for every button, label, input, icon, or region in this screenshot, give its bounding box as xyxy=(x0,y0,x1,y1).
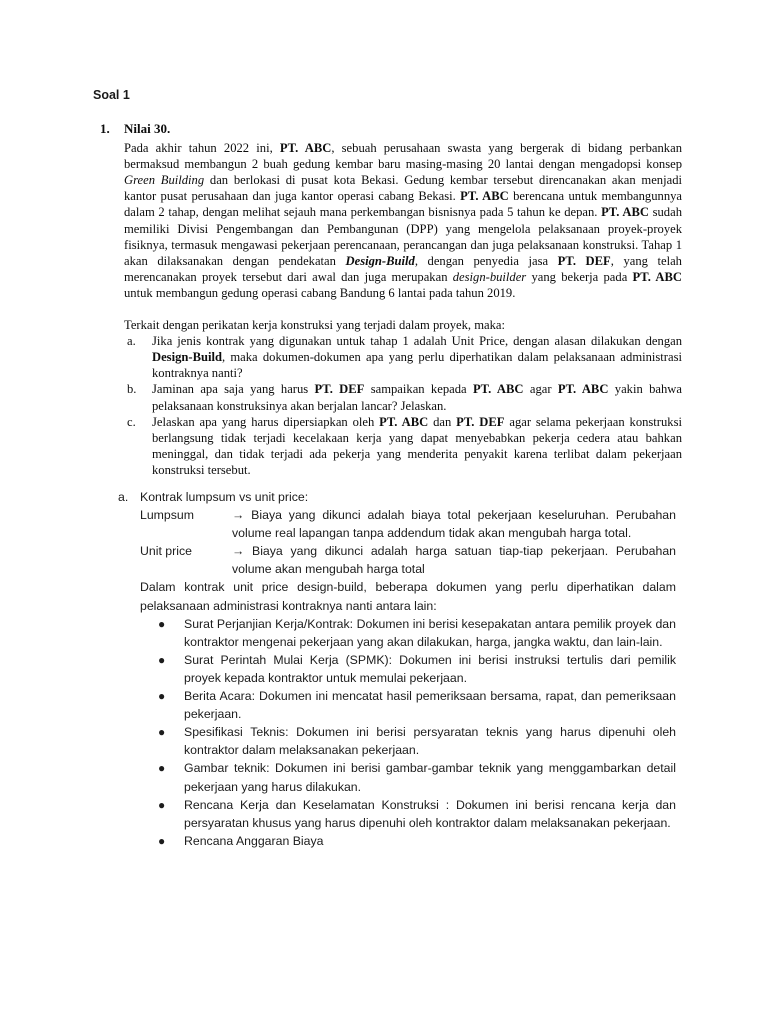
list-item-text: Surat Perintah Mulai Kerja (SPMK): Dokumen ini berisi instruksi tertulis dari pemilik proyek kepada kontraktor untuk memulai pekerjaan. xyxy=(184,652,676,685)
bullet-icon: ● xyxy=(158,833,166,848)
rich-text-segment: Green Building xyxy=(124,173,205,188)
rich-text-segment: berencana untuk membangunnya dalam 2 tahap, dengan melihat sejauh mana perkembangan bisnisnya pada 5 tahun ke depan. xyxy=(124,189,682,220)
list-item-text: Rencana Anggaran Biaya xyxy=(184,833,324,848)
list-item xyxy=(158,832,676,850)
question-sub-item xyxy=(124,333,682,381)
list-item-text: Berita Acara: Dokumen ini mencatat hasil pemeriksaan bersama, rapat, dan pemeriksaan pekerjaan. xyxy=(184,689,676,722)
definition-term: Lumpsum xyxy=(140,508,194,523)
rich-text-segment: PT. ABC xyxy=(472,382,524,397)
list-item xyxy=(158,759,676,795)
definition-term: Unit price xyxy=(140,544,192,559)
bullet-icon: ● xyxy=(158,689,166,704)
rich-text-segment xyxy=(346,254,415,268)
rich-text-segment: , yang telah merencanakan proyek tersebut dari awal dan juga merupakan xyxy=(124,253,682,284)
sub-item-letter: b. xyxy=(127,382,137,397)
question-sub-item xyxy=(124,381,682,413)
rich-text-segment: , maka dokumen-dokumen apa yang perlu diperhatikan dalam pelaksanaan administrasi kontraknya nanti? xyxy=(152,350,682,381)
rich-text-segment: Pada akhir tahun 2022 ini, xyxy=(124,141,280,156)
rich-text-segment: sudah memiliki Divisi Pengembangan dan Pembangunan (DPP) yang mengelola pelaksanaan proyek-proyek fisiknya, termasuk mengawasi pekerjaan perencanaan, perancangan dan juga pelaksanaan konstruksi. Tahap 1 akan dilaksanakan dengan pendekatan xyxy=(124,205,682,268)
list-item-text: Surat Perjanjian Kerja/Kontrak: Dokumen ini berisi kesepakatan antara pemilik proyek dan kontraktor mengenai pekerjaan yang akan dilakukan, harga, jangka waktu, dan lain-lain. xyxy=(184,616,676,649)
rich-text-segment: Design-Build xyxy=(345,253,415,268)
answer-lead-line xyxy=(118,488,676,506)
list-item xyxy=(158,723,676,759)
rich-text-segment: PT. DEF xyxy=(314,382,365,397)
answer-summary: Dalam kontrak unit price design-build, beberapa dokumen yang perlu diperhatikan dalam pelaksanaan administrasi kontraknya nanti antara lain: xyxy=(140,580,676,613)
rich-text-segment: PT. ABC xyxy=(632,269,683,284)
question-header xyxy=(100,121,682,137)
document-bullet-list xyxy=(158,615,676,850)
question-sub-item xyxy=(124,414,682,478)
question-number: 1. xyxy=(100,121,110,136)
bullet-icon: ● xyxy=(158,652,166,667)
question-paragraph xyxy=(124,140,682,301)
bullet-icon: ● xyxy=(158,797,166,812)
rich-text-segment: design-builder xyxy=(452,269,527,284)
definition-row-unit-price xyxy=(140,542,676,578)
bullet-icon: ● xyxy=(158,725,166,740)
section-heading: Soal 1 xyxy=(93,88,130,102)
sub-item-letter: a. xyxy=(127,334,136,349)
definition-desc: → Biaya yang dikunci adalah harga satuan tiap-tiap pekerjaan. Perubahan volume akan mengubah harga total xyxy=(232,544,676,577)
definition-desc: → Biaya yang dikunci adalah biaya total pekerjaan keseluruhan. Perubahan volume real lapangan tanpa addendum tidak akan mengubah harga total. xyxy=(232,508,676,541)
rich-text-segment: , sebuah perusahaan swasta yang bergerak di bidang perbankan bermaksud membangun 2 buah gedung kembar baru masing-masing 20 lantai dengan mengadopsi konsep xyxy=(124,141,682,172)
rich-text-segment: Design-Build xyxy=(152,350,222,365)
list-item-text: Rencana Kerja dan Keselamatan Konstruksi : Dokumen ini berisi rencana kerja dan persyaratan khusus yang harus dipenuhi oleh kontraktor dalam melaksanakan pekerjaan. xyxy=(184,797,676,830)
rich-text-segment: PT. DEF xyxy=(456,414,505,429)
answer-marker: a. xyxy=(118,490,129,504)
rich-text-segment: agar selama pekerjaan konstruksi berlangsung tidak terjadi kecelakaan kerja yang dapat menyebabkan pekerja cedera atau bahkan meninggal, dan tidak terjadi ada pekerja yang menderita penyakit karena terlibat dalam pekerjaan konstruksi tersebut. xyxy=(152,414,682,477)
list-item-text: Spesifikasi Teknis: Dokumen ini berisi persyaratan teknis yang harus dipenuhi oleh kontraktor dalam melaksanakan pekerjaan. xyxy=(184,725,676,758)
answer-section xyxy=(118,488,676,850)
sub-item-text xyxy=(152,333,682,381)
rich-text-segment: PT. ABC xyxy=(379,414,429,429)
question-intro: Terkait dengan perikatan kerja konstruksi yang terjadi dalam proyek, maka: xyxy=(124,318,505,333)
rich-text-segment: PT. DEF xyxy=(557,253,611,268)
sub-item-letter: c. xyxy=(127,414,136,429)
definition-row-lumpsum xyxy=(140,506,676,542)
rich-text-segment: PT. ABC xyxy=(601,205,649,220)
bullet-icon: ● xyxy=(158,616,166,631)
list-item-text: Gambar teknik: Dokumen ini berisi gambar-gambar teknik yang menggambarkan detail pekerjaan yang harus dilakukan. xyxy=(184,761,676,794)
rich-text-segment: PT. ABC xyxy=(557,382,609,397)
rich-text-segment: yang bekerja pada xyxy=(526,269,633,284)
rich-text-segment: Jaminan apa saja yang harus xyxy=(152,382,315,397)
rich-text-segment: dan berlokasi di pusat kota Bekasi. Gedung kembar tersebut direncanakan akan menjadi kantor pusat perusahaan dan juga kantor operasi cabang Bekasi. xyxy=(124,173,682,204)
list-item xyxy=(158,687,676,723)
rich-text-segment: PT. ABC xyxy=(279,141,332,156)
bullet-icon: ● xyxy=(158,761,166,776)
rich-text-segment: , dengan penyedia jasa xyxy=(414,253,558,268)
rich-text-segment: Jika jenis kontrak yang digunakan untuk tahap 1 adalah Unit Price, dengan alasan dilakukan dengan xyxy=(152,334,682,349)
rich-text-segment: PT. ABC xyxy=(460,189,509,204)
list-item xyxy=(158,615,676,651)
rich-text-segment: Jelaskan apa yang harus dipersiapkan oleh xyxy=(152,414,380,429)
question-title: Nilai 30. xyxy=(124,121,171,136)
question-scan xyxy=(100,121,682,478)
sub-item-text xyxy=(152,381,682,413)
rich-text-segment: yakin bahwa pelaksanaan konstruksinya akan berjalan lancar? Jelaskan. xyxy=(152,382,682,413)
rich-text-segment: sampaikan kepada xyxy=(364,382,473,397)
list-item xyxy=(158,651,676,687)
sub-item-text xyxy=(152,414,682,478)
rich-text-segment: untuk membangun gedung operasi cabang Bandung 6 lantai pada tahun 2019. xyxy=(124,285,516,300)
question-sub-list xyxy=(100,333,682,478)
rich-text-segment: dan xyxy=(428,414,457,429)
rich-text-segment: agar xyxy=(523,382,558,397)
answer-lead: Kontrak lumpsum vs unit price: xyxy=(140,490,309,504)
list-item xyxy=(158,796,676,832)
